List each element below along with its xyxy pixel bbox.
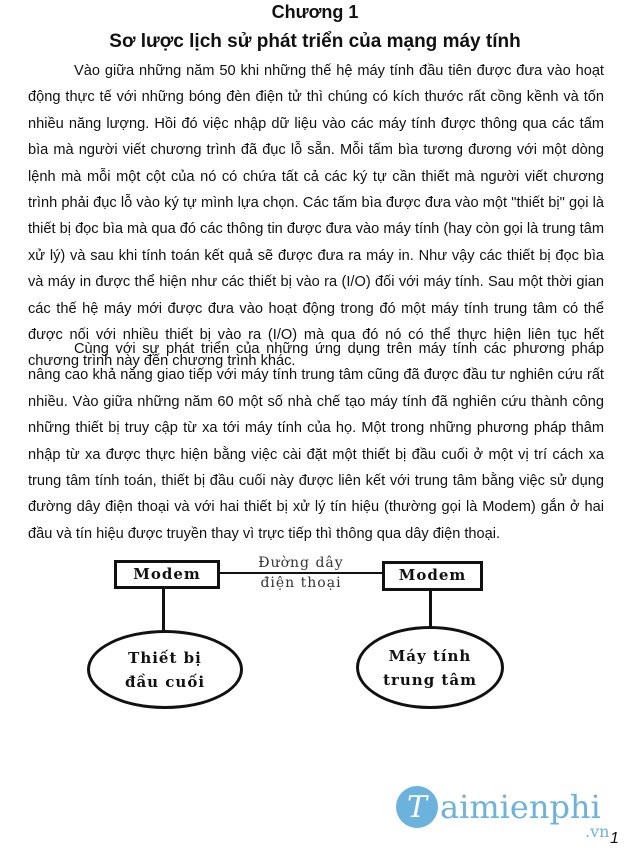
- phone-line-label-2: điện thoại: [260, 575, 342, 591]
- phone-line-label-1: Đường dây: [258, 555, 344, 571]
- page-title: Sơ lược lịch sử phát triển của mạng máy tính: [109, 31, 521, 52]
- watermark-logo: [396, 786, 601, 828]
- logo-suffix: .vn: [585, 822, 610, 841]
- right-modem-box: Modem: [382, 561, 483, 591]
- central-label-2: trung tâm: [383, 670, 477, 689]
- paragraph-2: Cùng với sự phát triển của những ứng dụng trên máy tính các phương pháp nâng cao khả năng giao tiếp với máy tính trung tâm cũng đã được đầu tư nghiên cứu rất nhiều. Vào giữa những năm 60 một số nhà chế tạo máy tính đã nghiên cứu thành công những thiết bị truy cập từ xa tới máy tính của họ. Một trong những phương pháp thâm nhập từ xa được thực hiện bằng việc cài đặt một thiết bị đầu cuối ở một vị trí cách xa trung tâm tính toán, thiết bị đầu cuối này được liên kết với trung tâm bằng việc sử dụng đường dây điện thoại và với hai thiết bị xử lý tín hiệu (thường gọi là Modem) gắn ở hai đầu và tín hiệu được truyền thay vì trực tiếp thì thông qua dây điện thoại.: [28, 341, 604, 542]
- chapter-heading: Chương 1: [271, 2, 359, 22]
- page-number: 1: [610, 830, 619, 847]
- terminal-node: [87, 630, 243, 709]
- left-modem-box: Modem: [114, 560, 220, 589]
- paragraph-1: Vào giữa những năm 50 khi những thế hệ máy tính đầu tiên được đưa vào hoạt động thực tế với những bóng đèn điện tử thì chúng có kích thước rất cồng kềnh và tốn nhiều năng lượng. Hồi đó việc nhập dữ liệu vào các máy tính được thông qua các tấm bìa mà người viết chương trình đã đục lỗ sẵn. Mỗi tấm bìa tương đương với một dòng lệnh mà mỗi một cột của nó có chứa tất cả các ký tự cần thiết mà người viết chương trình phải đục lỗ vào ký tự mình lựa chọn. Các tấm bìa được đưa vào một "thiết bị" gọi là thiết bị đọc bìa mà qua đó các thông tin được đưa vào máy tính (hay còn gọi là trung tâm xử lý) và sau khi tính toán kết quả sẽ được đưa ra máy in. Như vậy các thiết bị đọc bìa và máy in được thể hiện như các thiết bị vào ra (I/O) đối với máy tính. Sau một thời gian các thế hệ máy mới được đưa vào hoạt động trong đó một máy tính trung tâm có thể được nối với nhiều thiết bị vào ra (I/O) mà qua đó nó có thể thực hiện liên tục hết chương trình này đến chương trình khác.: [28, 63, 604, 370]
- logo-icon: T: [396, 786, 438, 828]
- terminal-label-2: đầu cuối: [124, 672, 206, 691]
- central-label-1: Máy tính: [388, 646, 472, 665]
- left-connector: [162, 588, 165, 632]
- logo-text: aimienphi: [440, 788, 601, 826]
- terminal-label-1: Thiết bị: [128, 648, 202, 667]
- right-connector: [429, 590, 432, 628]
- central-computer-node: [356, 626, 504, 709]
